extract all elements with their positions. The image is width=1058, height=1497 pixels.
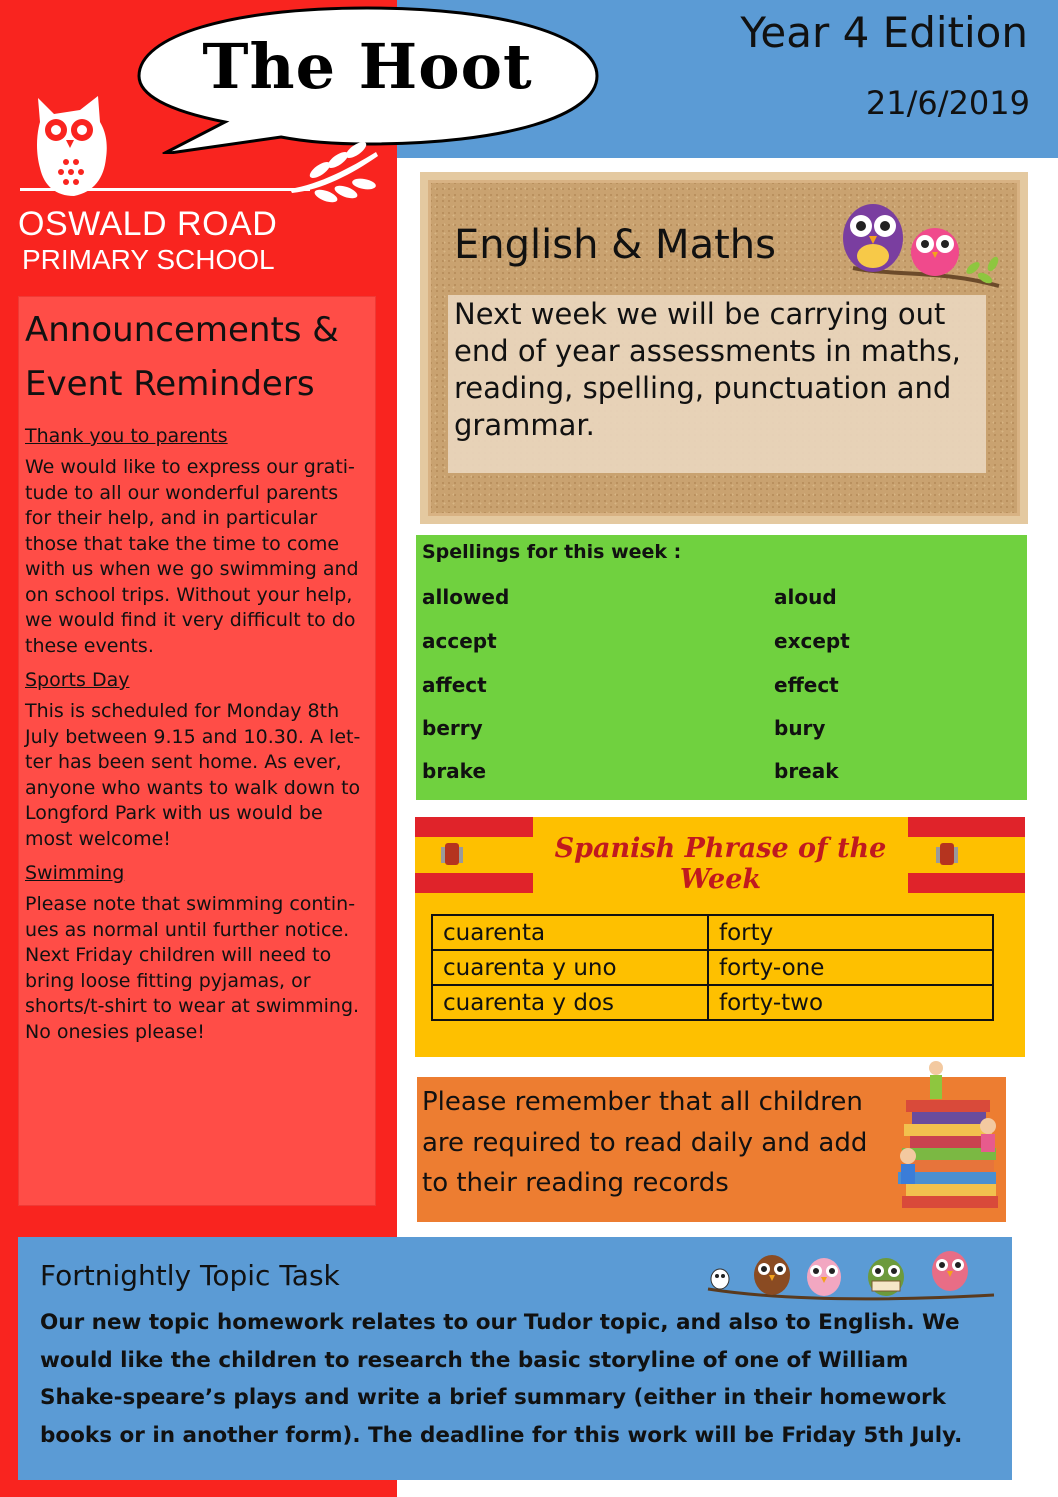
spanish-word: cuarenta y dos <box>432 985 708 1020</box>
spelling-word: affect <box>422 673 487 697</box>
english-word: forty-two <box>708 985 993 1020</box>
spelling-word: allowed <box>422 585 510 609</box>
spelling-word: bury <box>774 716 826 740</box>
spellings-panel <box>416 535 1027 800</box>
spelling-word: accept <box>422 629 497 653</box>
section-heading-sports-day: Sports Day <box>25 669 130 691</box>
spelling-word: brake <box>422 759 487 783</box>
school-name-line1: OSWALD ROAD <box>18 205 278 243</box>
spelling-word: break <box>774 759 839 783</box>
spelling-word: except <box>774 629 850 653</box>
owl-logo-icon <box>20 92 380 212</box>
edition-label: Year 4 Edition <box>740 8 1028 57</box>
spanish-word: cuarenta y uno <box>432 950 708 985</box>
english-maths-text: Next week we will be carrying out end of year assessments in maths, reading, spelling, punctuation and grammar. <box>454 297 961 442</box>
spelling-word: berry <box>422 716 483 740</box>
spanish-phrase-table <box>431 914 994 1021</box>
spain-flag-icon <box>415 817 533 893</box>
owls-on-branch-icon <box>833 198 1001 300</box>
section-heading-thanks: Thank you to parents <box>25 425 228 447</box>
spelling-word: aloud <box>774 585 837 609</box>
newsletter-title: The Hoot <box>202 30 533 103</box>
school-name-line2: PRIMARY SCHOOL <box>22 244 275 275</box>
table-row <box>432 985 993 1020</box>
english-word: forty-one <box>708 950 993 985</box>
section-body-swimming: Please note that swimming contin-ues as normal until further notice. Next Friday children will need to bring loose fitting pyjamas, or shorts/t-shirt to wear at swimming. No onesies please! <box>25 893 360 1043</box>
owl-row-icon <box>706 1245 996 1307</box>
section-heading-swimming: Swimming <box>25 862 125 884</box>
laurel-icon <box>290 139 378 205</box>
topic-task-text: Our new topic homework relates to our Tudor topic, and also to English. We would like the children to research the basic storyline of one of William Shake-speare’s plays and write a brief summary (either in their homework books or in another form). The deadline for this work will be Friday 5th July. <box>40 1310 963 1448</box>
announcements-panel <box>18 296 376 1206</box>
book-stack-icon <box>888 1056 1010 1218</box>
spellings-title: Spellings for this week : <box>422 541 682 563</box>
spain-flag-icon <box>908 817 1025 893</box>
spelling-word: effect <box>774 673 839 697</box>
table-row <box>432 950 993 985</box>
spanish-title: Spanish Phrase of the Week <box>554 833 887 895</box>
section-body-thanks: We would like to express our grati-tude to all our wonderful parents for their help, and in particular those that take the time to come with us when we go swimming and on school trips. Without your help, we would find it very difficult to do these events. <box>25 456 359 657</box>
section-body-sports-day: This is scheduled for Monday 8th July between 9.15 and 10.30. A let-ter has been sent home. As ever, anyone who wants to walk down to Longford Park with us would be most welcome! <box>25 700 361 850</box>
announcements-title: Announcements & Event Reminders <box>25 310 339 404</box>
topic-task-title: Fortnightly Topic Task <box>40 1259 340 1292</box>
english-maths-title: English & Maths <box>454 222 776 268</box>
spanish-word: cuarenta <box>432 915 708 950</box>
english-word: forty <box>708 915 993 950</box>
issue-date: 21/6/2019 <box>865 84 1030 122</box>
table-row <box>432 915 993 950</box>
reading-reminder-text: Please remember that all children are required to read daily and add to their reading records <box>422 1087 868 1198</box>
